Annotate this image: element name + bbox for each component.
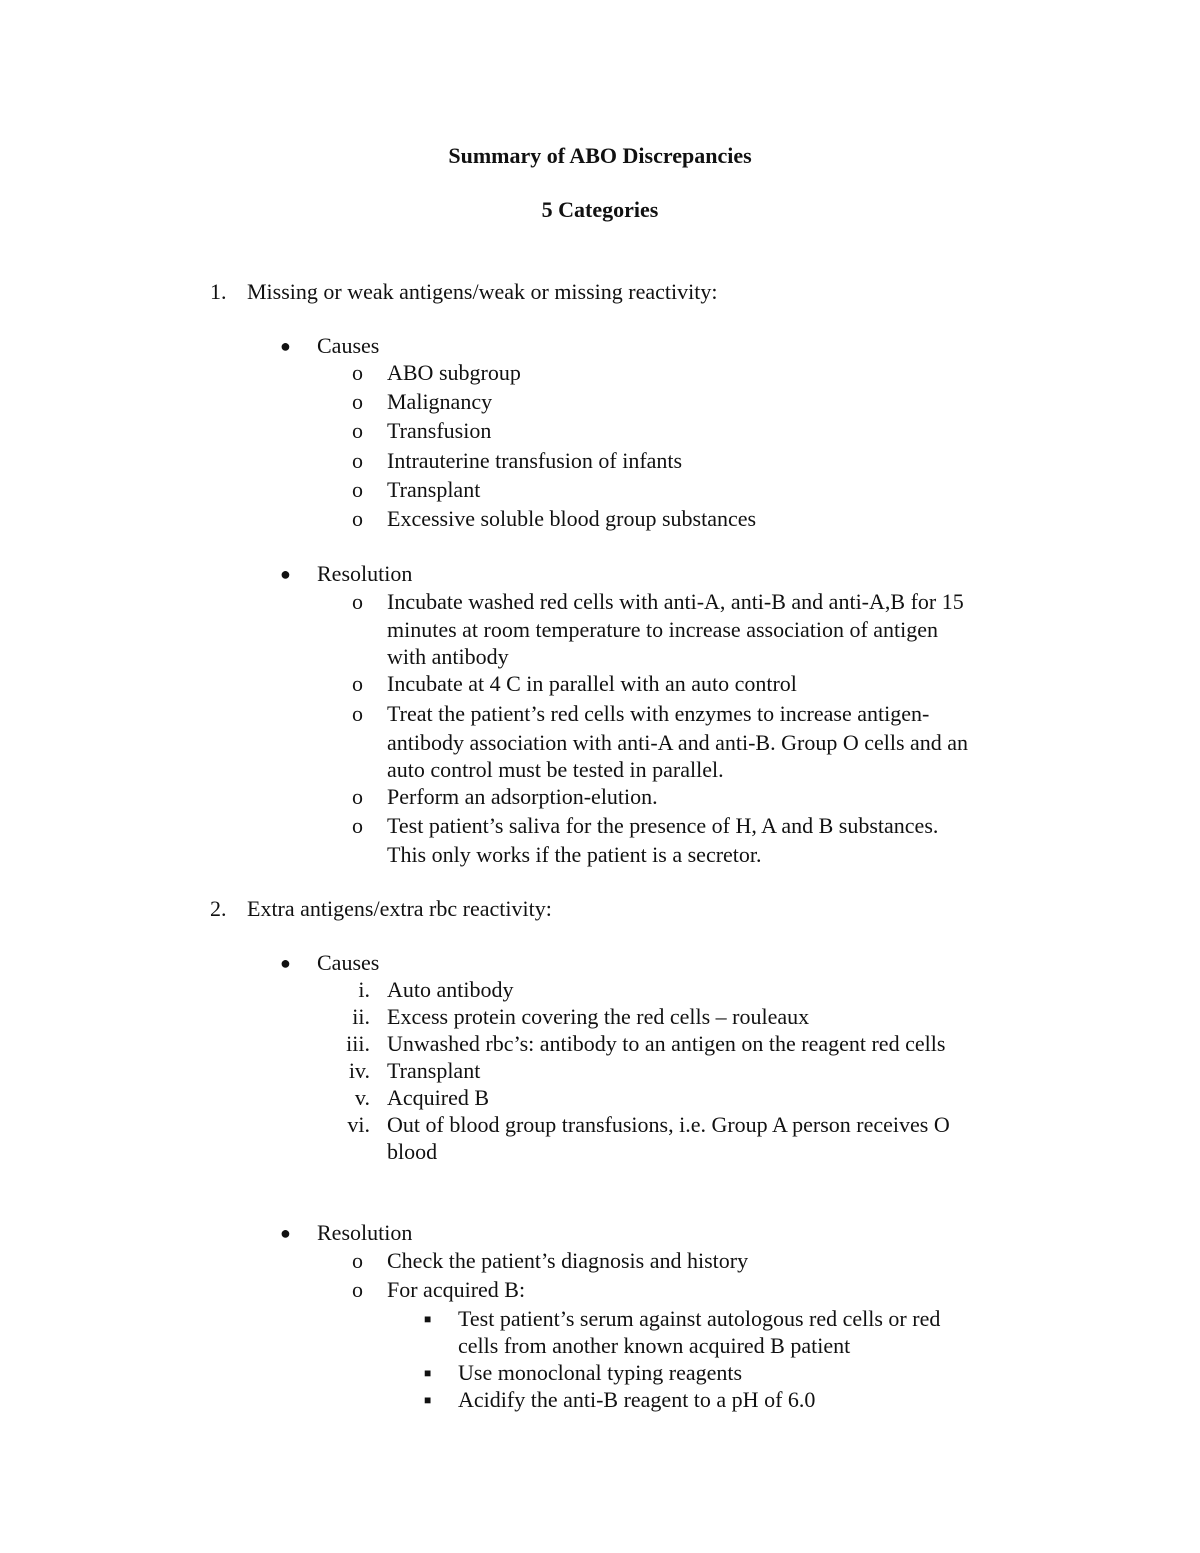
bullet-icon: ● [280,336,291,356]
circle-bullet-icon: o [352,389,363,414]
document-title: Summary of ABO Discrepancies [448,143,752,168]
acquired-b-step-line: Use monoclonal typing reagents [458,1360,743,1385]
section-1-cause: Intrauterine transfusion of infants [387,448,683,473]
circle-bullet-icon: o [352,1277,363,1302]
roman-numeral: iii. [346,1031,370,1056]
section-2-cause-line: Acquired B [387,1085,490,1110]
section-1-cause: Malignancy [387,389,493,414]
roman-numeral: iv. [348,1058,370,1083]
roman-numeral: vi. [347,1112,370,1137]
section-1-resolution-line: with antibody [387,644,509,669]
section-2-resolution-item: Check the patient’s diagnosis and history [387,1248,749,1273]
bullet-icon: ● [280,564,291,584]
square-bullet-icon: ■ [424,1366,432,1380]
section-1-causes-label: Causes [317,333,380,358]
roman-numeral: ii. [352,1004,370,1029]
section-1-cause: Transfusion [387,418,492,443]
section-1-resolution-line: antibody association with anti-A and anti-B. Group O cells and an [387,730,969,755]
section-1-resolution-line: Treat the patient’s red cells with enzymes to increase antigen- [387,701,930,726]
section-2-resolution-label: Resolution [317,1220,413,1245]
section-1-resolution-line: Test patient’s saliva for the presence of H, A and B substances. [387,813,939,838]
circle-bullet-icon: o [352,813,363,838]
circle-bullet-icon: o [352,448,363,473]
circle-bullet-icon: o [352,1248,363,1273]
roman-numeral: v. [354,1085,370,1110]
section-1-resolution-line: minutes at room temperature to increase association of antigen [387,617,939,642]
section-1-resolution-line: auto control must be tested in parallel. [387,757,724,782]
section-2-cause-line: Auto antibody [387,977,514,1002]
section-2-cause-line: Excess protein covering the red cells – rouleaux [387,1004,810,1029]
circle-bullet-icon: o [352,360,363,385]
section-1-resolution-line: Incubate washed red cells with anti-A, anti-B and anti-A,B for 15 [387,589,964,614]
section-2-cause-line: Unwashed rbc’s: antibody to an antigen on the reagent red cells [387,1031,946,1056]
section-1-heading: Missing or weak antigens/weak or missing reactivity: [247,279,718,304]
acquired-b-step-line: Test patient’s serum against autologous red cells or red [458,1306,941,1331]
section-1-resolution-label: Resolution [317,561,413,586]
section-1-resolution-line: Perform an adsorption-elution. [387,784,658,809]
bullet-icon: ● [280,953,291,973]
section-2-resolution-item: For acquired B: [387,1277,526,1302]
section-1-resolution-line: Incubate at 4 C in parallel with an auto control [387,671,797,696]
section-2-heading: Extra antigens/extra rbc reactivity: [247,896,552,921]
acquired-b-step-line: Acidify the anti-B reagent to a pH of 6.0 [458,1387,816,1412]
bullet-icon: ● [280,1223,291,1243]
section-1-cause: Excessive soluble blood group substances [387,506,757,531]
section-2-cause-line: Transplant [387,1058,481,1083]
square-bullet-icon: ■ [424,1393,432,1407]
square-bullet-icon: ■ [424,1312,432,1326]
document-subtitle: 5 Categories [541,197,659,222]
roman-numeral: i. [358,977,370,1002]
circle-bullet-icon: o [352,784,363,809]
circle-bullet-icon: o [352,701,363,726]
circle-bullet-icon: o [352,589,363,614]
circle-bullet-icon: o [352,671,363,696]
circle-bullet-icon: o [352,477,363,502]
section-1-number: 1. [210,279,227,304]
section-2-cause-line: Out of blood group transfusions, i.e. Group A person receives O [387,1112,950,1137]
section-2-cause-line: blood [387,1139,438,1164]
section-1-cause: ABO subgroup [387,360,521,385]
section-1-resolution-line: This only works if the patient is a secretor. [387,842,762,867]
acquired-b-step-line: cells from another known acquired B patient [458,1333,851,1358]
circle-bullet-icon: o [352,418,363,443]
section-2-number: 2. [210,896,227,921]
section-1-cause: Transplant [387,477,481,502]
circle-bullet-icon: o [352,506,363,531]
section-2-causes-label: Causes [317,950,380,975]
